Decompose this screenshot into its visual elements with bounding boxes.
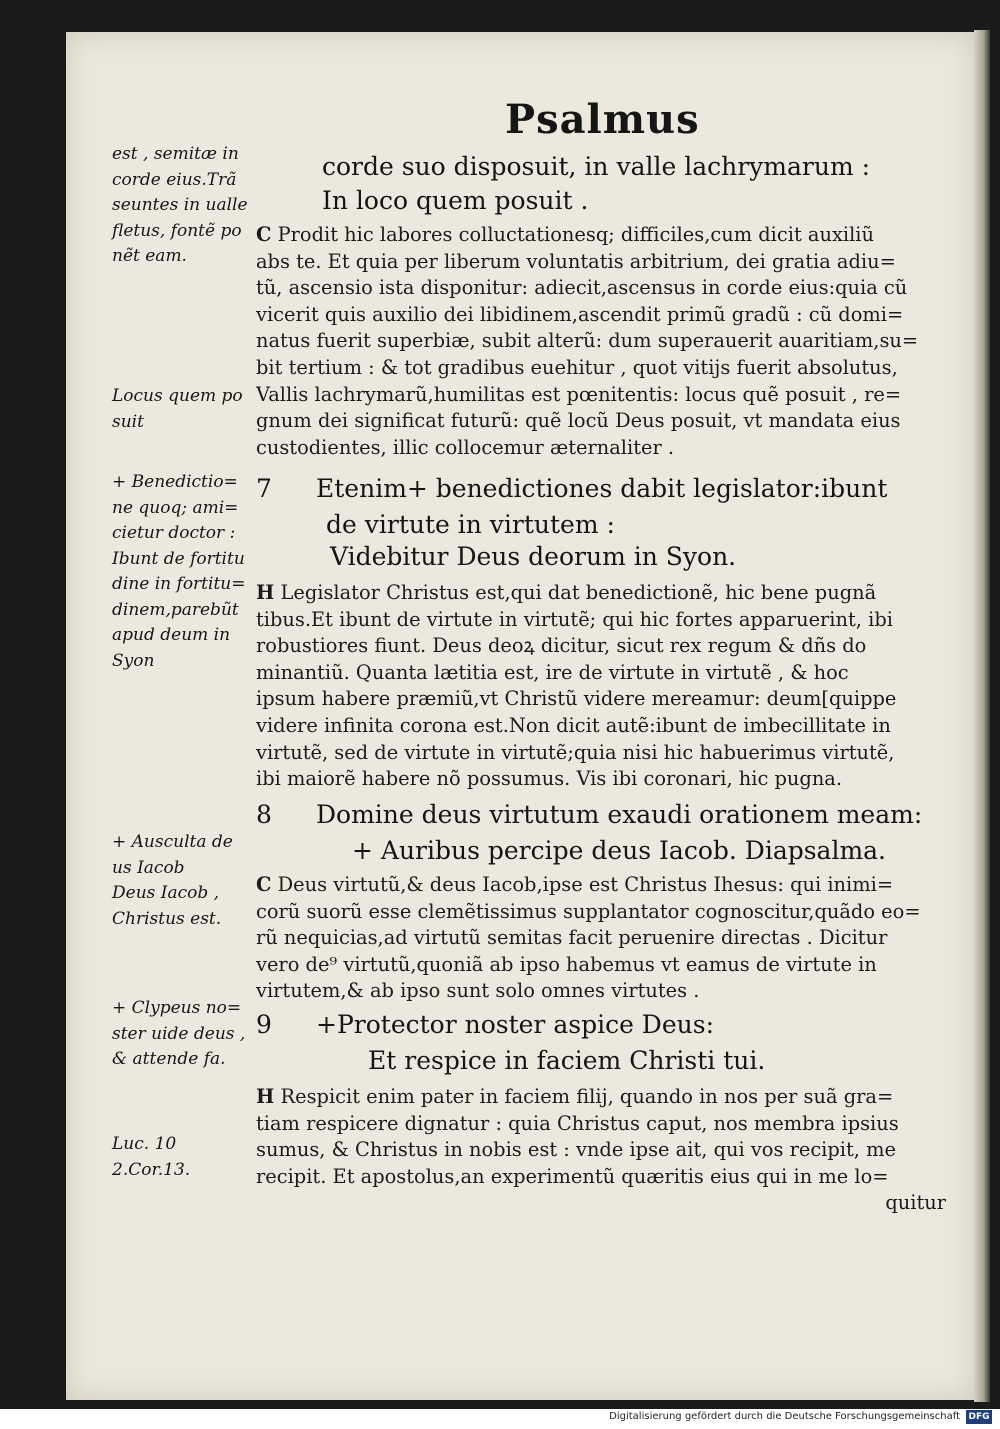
commentary-line: recipit. Et apostolus,an experimentũ quæritis eius qui in me lo= bbox=[256, 1164, 889, 1188]
commentary-line: gnum dei significat futurũ: quẽ locũ Deus posuit, vt mandata eius bbox=[256, 409, 901, 433]
commentary-line: H Respicit enim pater in faciem filij, quando in nos per suã gra= bbox=[256, 1085, 894, 1108]
marginal-note-2: Locus quem po suit bbox=[112, 386, 243, 432]
paragraph-mark: C bbox=[256, 223, 272, 246]
commentary-line: sumus, & Christus in nobis est : vnde ipse ait, qui vos recipit, me bbox=[256, 1138, 896, 1162]
verse-7-line: de virtute in virtutem : bbox=[326, 510, 615, 539]
commentary-line: tiam respicere dignatur : quia Christus caput, nos membra ipsius bbox=[256, 1111, 899, 1135]
verse-7-line: Videbitur Deus deorum in Syon. bbox=[330, 542, 737, 571]
commentary-line: ibi maiorẽ habere nõ possumus. Vis ibi coronari, hic pugna. bbox=[256, 767, 843, 791]
verse-9-line: 9 +Protector noster aspice Deus: bbox=[256, 1010, 714, 1039]
marginal-note-5: + Clypeus no= ster uide deus , & attende fa. bbox=[112, 998, 246, 1069]
commentary-line: C Prodit hic labores colluctationesq; difficiles,cum dicit auxiliũ bbox=[256, 223, 874, 246]
commentary-line: rũ nequicias,ad virtutũ semitas facit peruenire directas . Dicitur bbox=[256, 926, 888, 950]
footer-credit: Digitalisierung gefördert durch die Deutsche Forschungsgemeinschaft bbox=[609, 1411, 960, 1422]
commentary-line: corũ suorũ esse clemẽtissimus supplantator cognoscitur,quãdo eo= bbox=[256, 899, 921, 923]
commentary-line: bit tertium : & tot gradibus euehitur , quot vitijs fuerit absolutus, bbox=[256, 355, 898, 379]
commentary-line: robustiores fiunt. Deus deoꝝ dicitur, sicut rex regum & dñs do bbox=[256, 634, 867, 658]
verse-8-line: + Auribus percipe deus Iacob. Diapsalma. bbox=[352, 836, 887, 865]
commentary-line: custodientes, illic collocemur æternaliter . bbox=[256, 435, 675, 459]
commentary-block-3 bbox=[256, 872, 946, 1005]
commentary-line: tũ, ascensio ista disponitur: adiecit,ascensus in corde eius:quia cũ bbox=[256, 276, 908, 300]
commentary-line: H Legislator Christus est,qui dat benedictionẽ, hic bene pugnã bbox=[256, 581, 877, 604]
verse-number: 8 bbox=[256, 800, 272, 829]
marginal-note-6: Luc. 10 2.Cor.13. bbox=[112, 1134, 191, 1180]
versicle-mark: H bbox=[256, 1085, 275, 1108]
marginal-note-1: est , semitæ in corde eius.Trã seuntes in ualle fletus, fontẽ po nẽt eam. bbox=[112, 144, 248, 266]
commentary-block-1 bbox=[256, 222, 946, 461]
commentary-block-4 bbox=[256, 1084, 946, 1217]
commentary-line: videre infinita corona est.Non dicit autẽ:ibunt de imbecillitate in bbox=[256, 713, 891, 737]
commentary-line: virtutem,& ab ipso sunt solo omnes virtutes . bbox=[256, 979, 700, 1003]
commentary-line: minantiũ. Quanta lætitia est, ire de virtute in virtutẽ , & hoc bbox=[256, 660, 849, 684]
verse-line: corde suo disposuit, in valle lachrymarum : bbox=[322, 152, 871, 181]
commentary-line: quitur bbox=[885, 1191, 946, 1215]
commentary-block-2 bbox=[256, 580, 946, 793]
verse-7-line: 7 Etenim+ benedictiones dabit legislator:ibunt bbox=[256, 474, 888, 503]
verse-number: 9 bbox=[256, 1010, 272, 1039]
commentary-line: Vallis lachrymarũ,humilitas est pœnitentis: locus quẽ posuit , re= bbox=[256, 382, 902, 406]
dfg-logo: DFG bbox=[966, 1410, 992, 1424]
marginal-note-4: + Ausculta de us Iacob Deus Iacob , Christus est. bbox=[112, 832, 233, 929]
page-heading: Psalmus bbox=[505, 96, 700, 143]
verse-8-line: 8 Domine deus virtutum exaudi orationem meam: bbox=[256, 800, 923, 829]
commentary-line: abs te. Et quia per liberum voluntatis arbitrium, dei gratia adiu= bbox=[256, 249, 896, 273]
verse-9-line: Et respice in faciem Christi tui. bbox=[368, 1046, 766, 1075]
versicle-mark: H bbox=[256, 581, 275, 604]
commentary-line: tibus.Et ibunt de virtute in virtutẽ; qui hic fortes apparuerint, ibi bbox=[256, 607, 893, 631]
marginal-note-3: + Benedictio= ne quoq; ami= cietur doctor : Ibunt de fortitu dine in fortitu= dinem,parebũt apud deum in Syon bbox=[112, 472, 246, 671]
commentary-line: ipsum habere præmiũ,vt Christũ videre mereamur: deum[quippe bbox=[256, 687, 897, 711]
commentary-line: C Deus virtutũ,& deus Iacob,ipse est Christus Ihesus: qui inimi= bbox=[256, 873, 894, 896]
paragraph-mark: C bbox=[256, 873, 272, 896]
commentary-line: vicerit quis auxilio dei libidinem,ascendit primũ gradũ : cũ domi= bbox=[256, 302, 904, 326]
page-edge bbox=[974, 30, 990, 1402]
verse-line: In loco quem posuit . bbox=[322, 186, 589, 215]
commentary-line: natus fuerit superbiæ, subit alterũ: dum superauerit auaritiam,su= bbox=[256, 329, 919, 353]
commentary-line: vero de⁹ virtutũ,quoniã ab ipso habemus vt eamus de virtute in bbox=[256, 952, 877, 976]
verse-number: 7 bbox=[256, 474, 272, 503]
commentary-line: virtutẽ, sed de virtute in virtutẽ;quia nisi hic habuerimus virtutẽ, bbox=[256, 740, 895, 764]
